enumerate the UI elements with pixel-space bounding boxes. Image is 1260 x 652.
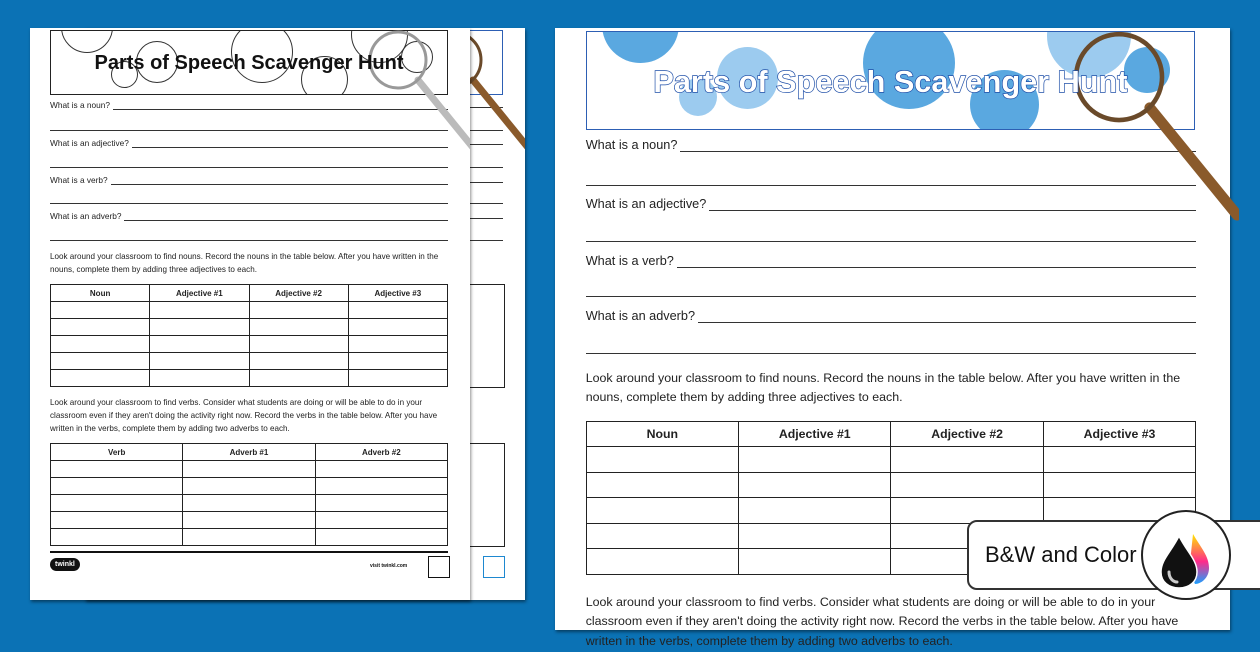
question-label: What is a verb? <box>50 175 108 185</box>
question-row <box>50 100 448 110</box>
table-cell[interactable] <box>1043 472 1195 498</box>
table-cell[interactable] <box>183 495 315 512</box>
table-cell[interactable] <box>249 370 348 387</box>
table-cell[interactable] <box>315 461 447 478</box>
verbs-table <box>50 443 448 546</box>
table-cell[interactable] <box>348 319 447 336</box>
question-label: What is an adverb? <box>586 309 695 323</box>
table-cell[interactable] <box>739 549 891 575</box>
table-cell[interactable] <box>183 478 315 495</box>
table-header: Adjective #3 <box>1043 421 1195 447</box>
answer-line[interactable] <box>586 353 1197 354</box>
table-cell[interactable] <box>150 370 249 387</box>
table-cell[interactable] <box>51 370 150 387</box>
question-row <box>50 211 448 221</box>
question-row <box>50 175 448 185</box>
worksheet-title: Parts of Speech Scavenger Hunt <box>587 64 1195 100</box>
answer-line[interactable] <box>698 311 1196 323</box>
table-row <box>586 472 1196 498</box>
table-cell[interactable] <box>150 336 249 353</box>
table-cell[interactable] <box>249 319 348 336</box>
table-header: Adjective #1 <box>739 421 891 447</box>
table-cell[interactable] <box>586 549 738 575</box>
answer-line[interactable] <box>113 102 448 110</box>
bubble-decoration <box>61 30 113 53</box>
twinkl-logo: twinkl <box>50 558 80 571</box>
table-cell[interactable] <box>315 529 447 546</box>
table-cell[interactable] <box>183 512 315 529</box>
question-label: What is an adverb? <box>50 211 121 221</box>
table-cell[interactable] <box>586 447 738 473</box>
table-cell[interactable] <box>315 495 447 512</box>
answer-line[interactable] <box>586 296 1197 297</box>
table-row <box>51 461 448 478</box>
table-cell[interactable] <box>51 512 183 529</box>
question-label: What is a noun? <box>586 138 678 152</box>
table-header: Noun <box>586 421 738 447</box>
table-cell[interactable] <box>586 472 738 498</box>
table-cell[interactable] <box>891 472 1043 498</box>
question-row <box>586 254 1197 268</box>
table-row <box>51 336 448 353</box>
nouns-table <box>50 284 448 387</box>
table-cell[interactable] <box>348 370 447 387</box>
answer-line[interactable] <box>132 140 448 148</box>
table-row <box>51 512 448 529</box>
table-cell[interactable] <box>183 529 315 546</box>
table-cell[interactable] <box>51 495 183 512</box>
answer-line[interactable] <box>50 240 448 241</box>
answer-line[interactable] <box>677 256 1196 268</box>
table-cell[interactable] <box>249 353 348 370</box>
answer-line[interactable] <box>709 199 1196 211</box>
table-cell[interactable] <box>183 461 315 478</box>
table-cell[interactable] <box>739 447 891 473</box>
question-row <box>586 309 1197 323</box>
answer-line[interactable] <box>111 177 448 185</box>
table-cell[interactable] <box>739 472 891 498</box>
table-header: Adverb #2 <box>315 444 447 461</box>
answer-line[interactable] <box>50 203 448 204</box>
table-cell[interactable] <box>586 523 738 549</box>
table-cell[interactable] <box>891 447 1043 473</box>
table-cell[interactable] <box>51 319 150 336</box>
answer-line[interactable] <box>586 241 1197 242</box>
quality-seal-icon <box>428 556 450 578</box>
table-cell[interactable] <box>1043 447 1195 473</box>
table-row <box>51 319 448 336</box>
question-label: What is a verb? <box>586 254 674 268</box>
table-cell[interactable] <box>739 498 891 524</box>
table-row <box>51 353 448 370</box>
answer-line[interactable] <box>50 130 448 131</box>
footer-divider <box>50 551 448 553</box>
table-cell[interactable] <box>249 336 348 353</box>
table-row <box>586 447 1196 473</box>
footer-link: visit twinkl.com <box>370 563 407 569</box>
table-cell[interactable] <box>51 336 150 353</box>
worksheet-header <box>586 31 1196 130</box>
question-row <box>586 138 1197 152</box>
ink-drops-icon <box>1141 510 1231 600</box>
table-cell[interactable] <box>315 512 447 529</box>
badge-label: B&W and Color <box>985 542 1137 568</box>
table-row <box>51 529 448 546</box>
verbs-instructions: Look around your classroom to find verbs. Consider what students are doing or will be able to do in your classroom even if they aren't doing the activity right now. Record the verbs in the table below. After you have written in the verbs, complete them by adding two adverbs to each. <box>586 593 1200 652</box>
table-cell[interactable] <box>51 302 150 319</box>
table-header: Adjective #3 <box>348 285 447 302</box>
table-cell[interactable] <box>249 302 348 319</box>
question-label: What is an adjective? <box>586 197 707 211</box>
answer-line[interactable] <box>50 167 448 168</box>
table-cell[interactable] <box>739 523 891 549</box>
table-row <box>51 370 448 387</box>
table-row <box>51 302 448 319</box>
nouns-instructions: Look around your classroom to find nouns. Record the nouns in the table below. After you have written in the nouns, complete them by adding three adjectives to each. <box>50 250 450 276</box>
question-label: What is a noun? <box>50 100 110 110</box>
table-header: Adjective #2 <box>891 421 1043 447</box>
worksheet-title: Parts of Speech Scavenger Hunt <box>51 52 447 75</box>
quality-seal-icon <box>483 556 505 578</box>
table-cell[interactable] <box>51 461 183 478</box>
worksheet-bw-preview <box>30 28 470 600</box>
table-row <box>51 478 448 495</box>
table-cell[interactable] <box>51 529 183 546</box>
answer-line[interactable] <box>124 213 448 221</box>
table-cell[interactable] <box>315 478 447 495</box>
table-header: Adverb #1 <box>183 444 315 461</box>
bubble-decoration <box>602 31 679 63</box>
table-cell[interactable] <box>348 353 447 370</box>
table-cell[interactable] <box>348 302 447 319</box>
table-cell[interactable] <box>150 353 249 370</box>
table-header: Verb <box>51 444 183 461</box>
question-row <box>50 138 448 148</box>
verbs-instructions: Look around your classroom to find verbs. Consider what students are doing or will be able to do in your classroom even if they aren't doing the activity right now. Record the verbs in the table below. After you have written in the verbs, complete them by adding two adverbs to each. <box>50 396 450 435</box>
table-header: Adjective #2 <box>249 285 348 302</box>
table-cell[interactable] <box>348 336 447 353</box>
table-cell[interactable] <box>51 353 150 370</box>
question-label: What is an adjective? <box>50 138 129 148</box>
answer-line[interactable] <box>586 185 1197 186</box>
worksheet-header <box>50 30 448 95</box>
table-cell[interactable] <box>150 302 249 319</box>
table-header: Adjective #1 <box>150 285 249 302</box>
table-cell[interactable] <box>51 478 183 495</box>
table-cell[interactable] <box>150 319 249 336</box>
answer-line[interactable] <box>680 141 1196 153</box>
question-row <box>586 197 1197 211</box>
table-cell[interactable] <box>586 498 738 524</box>
nouns-instructions: Look around your classroom to find nouns. Record the nouns in the table below. After you have written in the nouns, complete them by adding three adjectives to each. <box>586 369 1200 409</box>
table-row <box>51 495 448 512</box>
table-header: Noun <box>51 285 150 302</box>
